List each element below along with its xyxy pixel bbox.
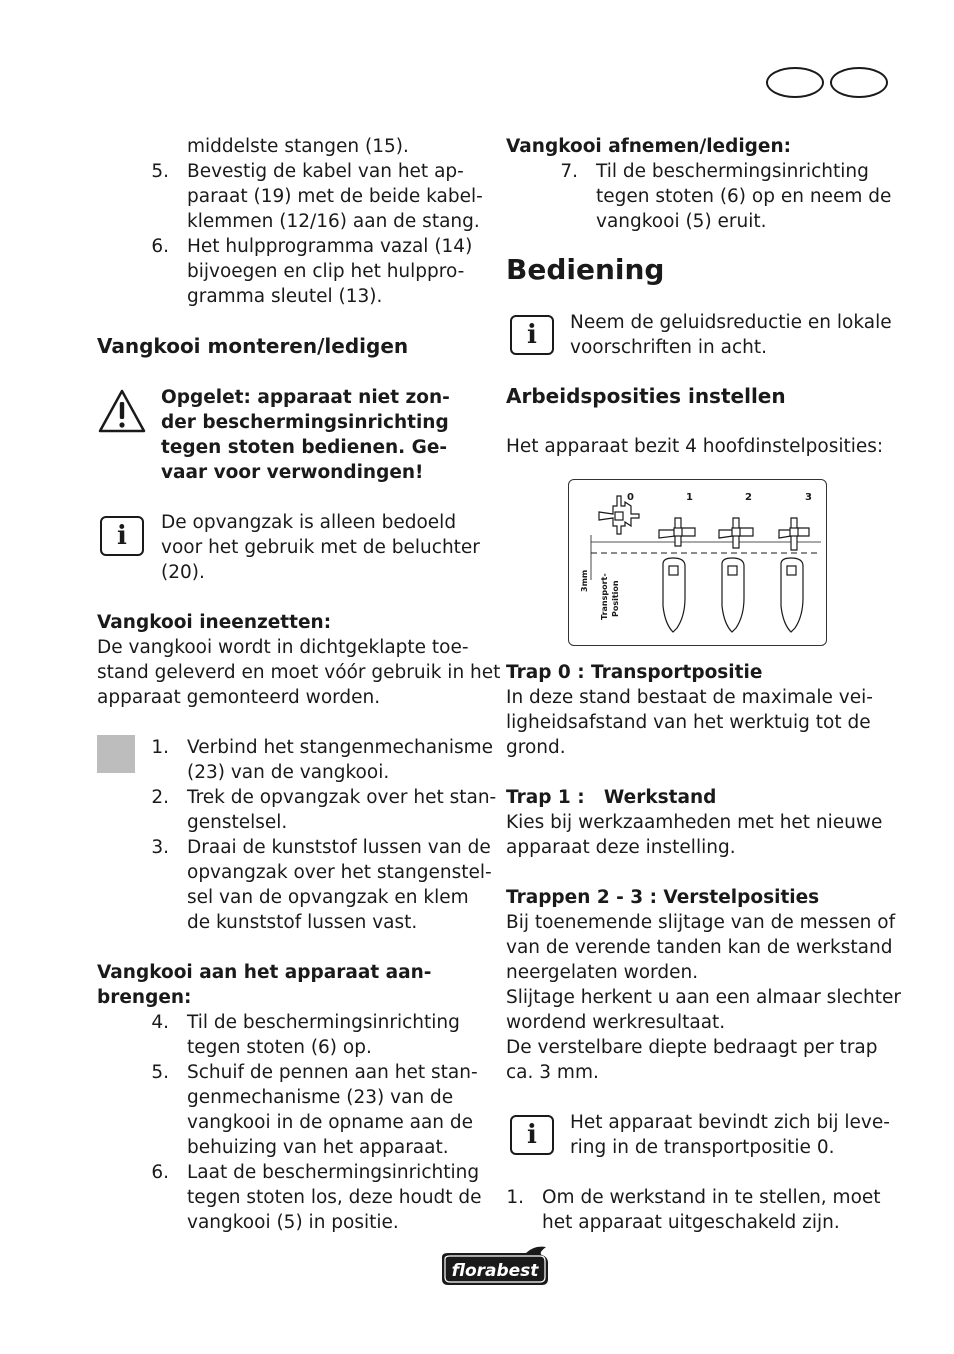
trap23-text: Bij toenemende slijtage van de messen of van de verende tanden kan de werkstand neergelaten worden. Slijtage herkent u aan een almaar slechter wordend werkresultaat. De verstelbare diepte bedraagt per trap ca. 3 mm. bbox=[506, 912, 901, 1083]
list-item: 2. Trek de opvangzak over het stan- genstelsel. bbox=[139, 785, 499, 835]
warning-text: Opgelet: apparaat niet zon- der beschermingsinrichting tegen stoten bedienen. Ge- vaar voor verwondingen! bbox=[161, 387, 450, 483]
position-label-0: 0 bbox=[627, 492, 634, 503]
list-item: 6. Het hulpprogramma vazal (14) bijvoegen en clip het hulppro- gramma sleutel (13). bbox=[139, 234, 499, 309]
list-item: 4. Til de beschermingsinrichting tegen stoten (6) op. bbox=[139, 1010, 499, 1060]
list-item: 5. Bevestig de kabel van het ap- paraat (19) met de beide kabel- klemmen (12/16) aan de stang. bbox=[139, 159, 499, 234]
wheel-icon bbox=[663, 558, 685, 632]
rotor-icon bbox=[779, 518, 809, 550]
list-number: 3. bbox=[151, 837, 169, 858]
position-label-3: 3 bbox=[805, 492, 812, 503]
language-oval-left bbox=[766, 67, 824, 98]
gray-marker bbox=[97, 735, 135, 773]
info-text: Neem de geluidsreductie en lokale voorschriften in acht. bbox=[570, 312, 892, 358]
position-label-1: 1 bbox=[686, 492, 693, 503]
wheel-icon bbox=[722, 558, 744, 632]
list-number: 4. bbox=[151, 1012, 169, 1033]
list-item: 5. Schuif de pennen aan het stan- genmechanisme (23) van de vangkooi in de opname aan de behuizing van het apparaat. bbox=[139, 1060, 499, 1160]
transport-label-2: Position bbox=[611, 580, 620, 617]
mm-label: 3mm bbox=[580, 569, 589, 592]
heading-positions: Arbeidsposities instellen bbox=[506, 384, 786, 408]
info-icon: i bbox=[100, 516, 144, 556]
list-number: 6. bbox=[151, 236, 169, 257]
trap23-title: Trappen 2 - 3 : Verstelposities bbox=[506, 887, 820, 908]
language-oval-right bbox=[830, 67, 888, 98]
info-text: Het apparaat bevindt zich bij leve- ring in de transportpositie 0. bbox=[570, 1112, 890, 1158]
assemble-paragraph: De vangkooi wordt in dichtgeklapte toe- stand geleverd en moet vóór gebruik in het apparaat gemonteerd worden. bbox=[97, 637, 501, 708]
list-number: 5. bbox=[151, 1062, 169, 1083]
subheading-assemble: Vangkooi ineenzetten: bbox=[97, 612, 332, 633]
rotor-icon bbox=[719, 518, 753, 548]
logo-text: florabest bbox=[451, 1261, 539, 1281]
list-number: 1. bbox=[506, 1187, 524, 1208]
position-label-2: 2 bbox=[745, 492, 752, 503]
warning-icon bbox=[97, 388, 147, 434]
intro-continuation: middelste stangen (15). bbox=[187, 136, 409, 157]
heading-mount: Vangkooi monteren/ledigen bbox=[97, 334, 409, 358]
subheading-remove: Vangkooi afnemen/ledigen: bbox=[506, 136, 792, 157]
list-number: 7. bbox=[560, 161, 578, 182]
transport-label-1: Transport- bbox=[600, 573, 609, 620]
position-diagram-svg bbox=[569, 480, 825, 644]
trap0-title: Trap 0 : Transportpositie bbox=[506, 662, 763, 683]
florabest-logo bbox=[438, 1243, 552, 1289]
list-number: 5. bbox=[151, 161, 169, 182]
info-icon: i bbox=[510, 1115, 554, 1155]
list-item: 1. Verbind het stangenmechanisme (23) van de vangkooi. bbox=[139, 735, 499, 785]
list-item: 6. Laat de beschermingsinrichting tegen stoten los, deze houdt de vangkooi (5) in positie. bbox=[139, 1160, 499, 1235]
list-item: 7. Til de beschermingsinrichting tegen stoten (6) op en neem de vangkooi (5) eruit. bbox=[548, 159, 908, 234]
trap0-text: In deze stand bestaat de maximale vei- ligheidsafstand van het werktuig tot de grond. bbox=[506, 687, 873, 758]
list-number: 1. bbox=[151, 737, 169, 758]
positions-intro: Het apparaat bezit 4 hoofdinstelposities: bbox=[506, 436, 884, 457]
trap1-text: Kies bij werkzaamheden met het nieuwe apparaat deze instelling. bbox=[506, 812, 883, 858]
wheel-icon bbox=[781, 558, 803, 632]
list-item: 3. Draai de kunststof lussen van de opvangzak over het stangenstel- sel van de opvangzak en klem de kunststof lussen vast. bbox=[139, 835, 499, 935]
trap1-title: Trap 1 : Werkstand bbox=[506, 787, 717, 808]
subheading-attach: Vangkooi aan het apparaat aan- brengen: bbox=[97, 962, 432, 1008]
list-number: 2. bbox=[151, 787, 169, 808]
info-text: De opvangzak is alleen bedoeld voor het gebruik met de beluchter (20). bbox=[161, 512, 480, 583]
heading-operation: Bediening bbox=[506, 253, 665, 286]
list-number: 6. bbox=[151, 1162, 169, 1183]
list-item: 1. Om de werkstand in te stellen, moet het apparaat uitgeschakeld zijn. bbox=[494, 1185, 894, 1235]
info-icon: i bbox=[510, 315, 554, 355]
work-position-diagram bbox=[568, 479, 827, 646]
